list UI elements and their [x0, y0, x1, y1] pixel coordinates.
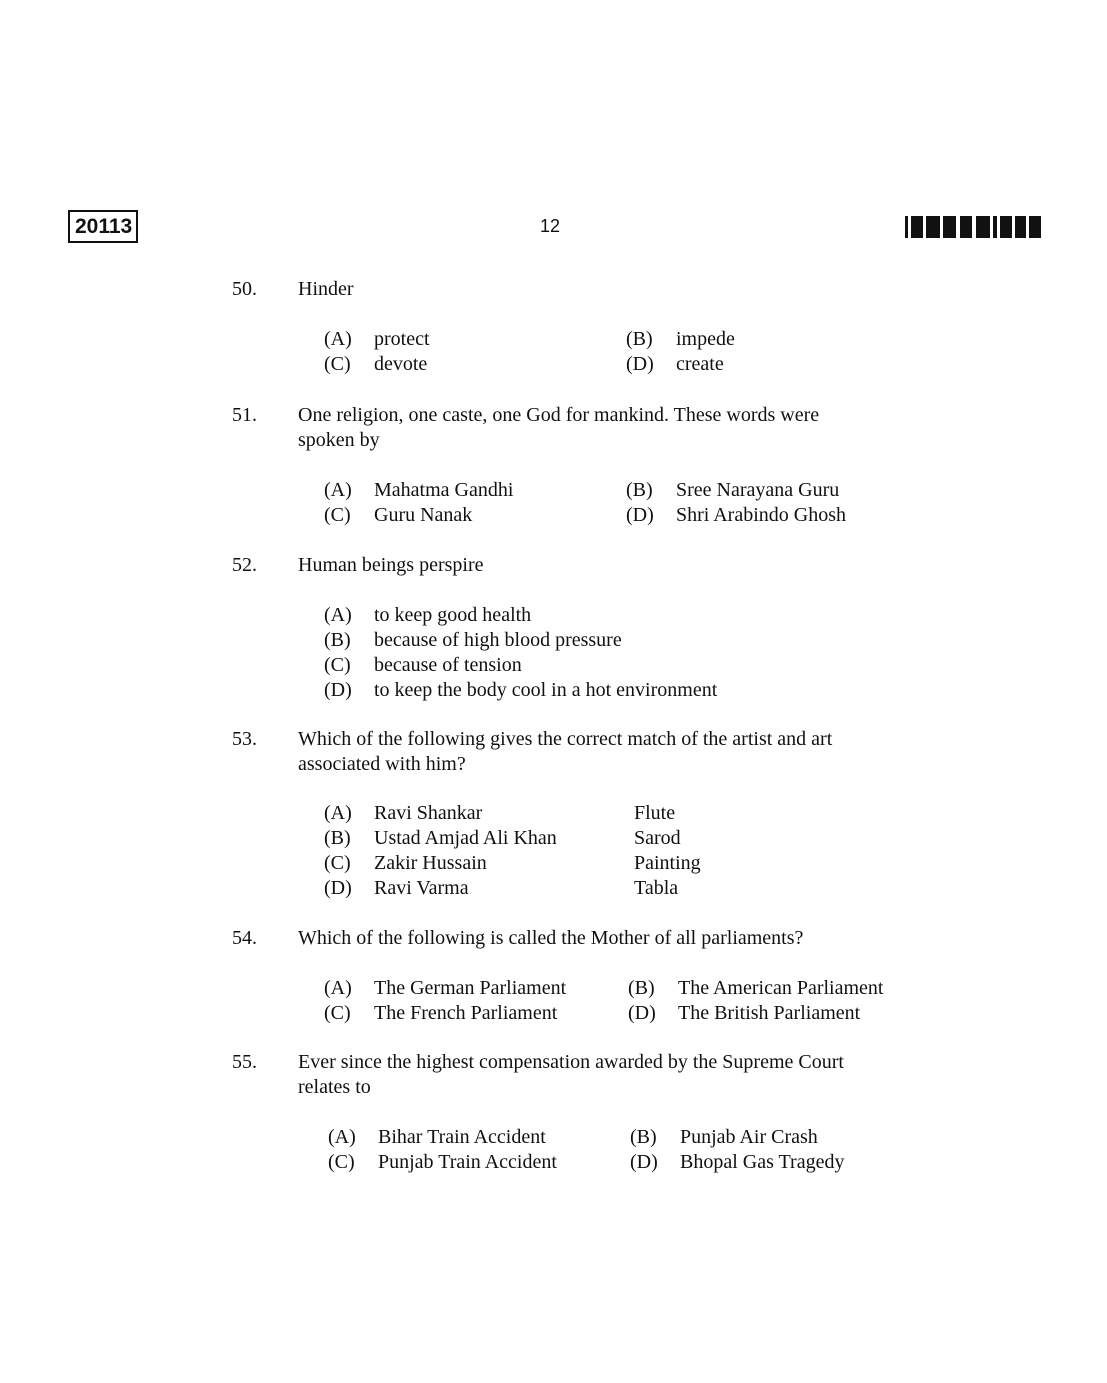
question-text: One religion, one caste, one God for mankind. These words were spoken by	[298, 404, 820, 451]
option-d: (D) Bhopal Gas Tragedy	[630, 1151, 845, 1173]
option-b: (B) Ustad Amjad Ali Khan Sarod	[324, 827, 681, 849]
question-number: 54.	[232, 927, 257, 949]
barcode-icon	[905, 216, 1041, 238]
option-c: (C) The French Parliament	[324, 1002, 558, 1024]
option-a: (A) to keep good health	[324, 604, 532, 626]
paper-code: 20113	[75, 215, 133, 238]
question-number: 53.	[232, 728, 257, 750]
page-number: 12	[540, 216, 561, 236]
option-d: (D) The British Parliament	[628, 1002, 861, 1024]
option-a: (A) The German Parliament	[324, 977, 567, 999]
option-b: (B) Punjab Air Crash	[630, 1126, 818, 1148]
option-b: (B) The American Parliament	[628, 977, 884, 999]
option-c: (C) Guru Nanak	[324, 504, 473, 526]
option-d: (D) Shri Arabindo Ghosh	[626, 504, 846, 526]
question-text: Which of the following gives the correct match of the artist and art associated with him?	[298, 728, 833, 775]
option-d: (D) create	[626, 353, 724, 375]
option-b: (B) impede	[626, 328, 735, 350]
question-number: 50.	[232, 278, 257, 300]
option-b: (B) because of high blood pressure	[324, 629, 622, 651]
question-text: Human beings perspire	[298, 554, 484, 576]
option-d: (D) to keep the body cool in a hot environment	[324, 679, 718, 701]
option-c: (C) Zakir Hussain Painting	[324, 852, 701, 874]
question-text: Hinder	[298, 278, 354, 300]
option-a: (A) Bihar Train Accident	[328, 1126, 546, 1148]
option-d: (D) Ravi Varma Tabla	[324, 877, 679, 899]
option-c: (C) because of tension	[324, 654, 522, 676]
option-a: (A) Ravi Shankar Flute	[324, 802, 676, 824]
option-c: (C) devote	[324, 353, 428, 375]
question-number: 51.	[232, 404, 257, 426]
question-number: 52.	[232, 554, 257, 576]
paper-code-box	[68, 210, 138, 243]
option-a: (A) Mahatma Gandhi	[324, 479, 514, 501]
option-c: (C) Punjab Train Accident	[328, 1151, 557, 1173]
option-b: (B) Sree Narayana Guru	[626, 479, 840, 501]
question-text: Ever since the highest compensation awarded by the Supreme Court relates to	[298, 1051, 844, 1098]
question-number: 55.	[232, 1051, 257, 1073]
option-a: (A) protect	[324, 328, 430, 350]
question-text: Which of the following is called the Mother of all parliaments?	[298, 927, 804, 949]
